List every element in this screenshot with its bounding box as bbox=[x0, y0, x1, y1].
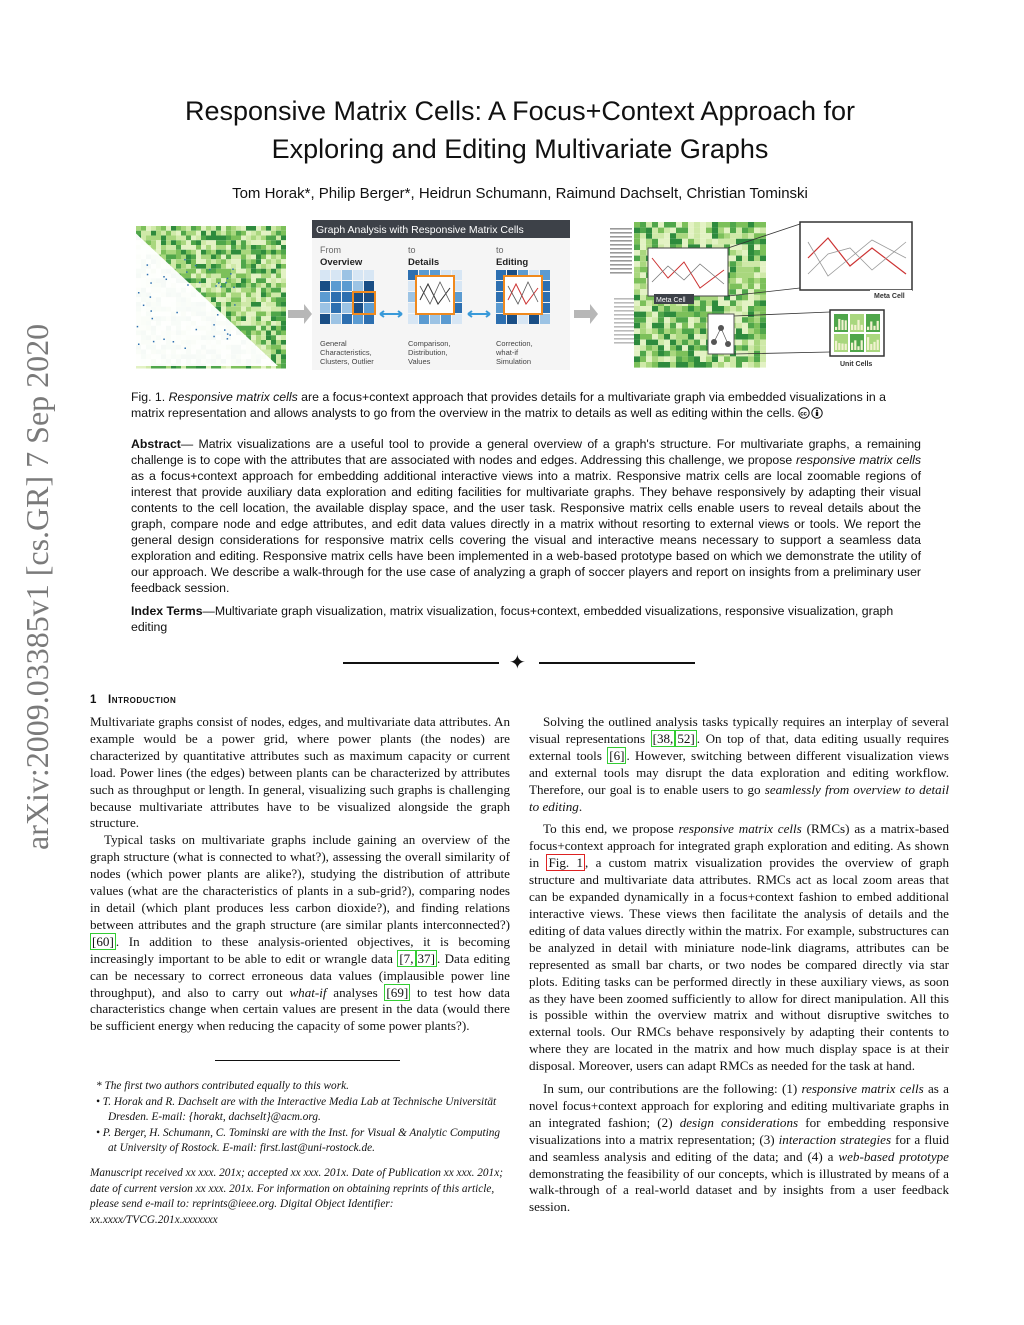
text: . On top of that, data editing usually requires external tools bbox=[529, 730, 949, 763]
text: . bbox=[578, 798, 583, 814]
svg-text:what-if: what-if bbox=[496, 348, 519, 357]
abstract bbox=[131, 436, 921, 596]
caption-emph: Responsive matrix cells bbox=[168, 390, 298, 404]
left-column bbox=[90, 714, 510, 1035]
figure-link[interactable]: Fig. 1 bbox=[548, 855, 584, 871]
arrow-right-icon bbox=[574, 304, 598, 324]
section-heading bbox=[90, 694, 176, 706]
text: for a fluid and seamless analysis and editing of the data; and (4) a bbox=[529, 1131, 949, 1164]
intro-paragraph: Multivariate graphs consist of nodes, edges, and multivariate data attributes. An example would be a power grid, where power plants (the nodes) are characterized by quantitative attributes such as maximum capacity or current load. Power lines (the edges) between plants can be characterized by attributes such as throughput or length. In general, visualizing such graphs is challenging because multivariate attributes have to be visualized alongside the graph structure. bbox=[90, 714, 510, 831]
text: , a custom matrix visualization provides the overview of graph structure and multivariate data attributes. RMCs act as local zoom areas that can be expanded dynamically in a focus+context fashion to embed additional interactive views. These views then facilitate the analysis of details and the editing of data values directly within the matrix. For example, substructures can be analyzed in detail with miniature node-link diagrams, attributes can be represented as small bar charts, or two nodes be compared directly via star plots. Editing tasks can be performed directly in these auxiliary views, as soon as they have been zoomed sufficiently to allow for direct manipulation. All this is possible within the overview matrix and without disruptive switches to external tools. Our RMCs behave responsively by adapting their contents to where they are located in the matrix and how much display space is at their disposal. Moreover, users can adapt RMCs as needed for the task at hand. bbox=[529, 855, 950, 1074]
arrow-right-icon bbox=[288, 304, 312, 324]
title-line-2: Exploring and Editing Multivariate Graphs bbox=[271, 134, 769, 164]
footnote: • T. Horak and R. Dachselt are with the Interactive Media Lab at Technische Universität Dresden. E-mail: {horakt, dachselt}@acm.org. bbox=[96, 1095, 497, 1123]
footnote: * The first two authors contributed equally to this work. bbox=[96, 1080, 349, 1092]
index-terms bbox=[131, 603, 921, 635]
teaser-figure bbox=[128, 218, 914, 376]
figure-caption bbox=[131, 389, 921, 421]
caption-label: Fig. 1. bbox=[131, 390, 166, 404]
overview-matrix bbox=[128, 218, 288, 369]
author-list: Tom Horak*, Philip Berger*, Heidrun Schumann, Raimund Dachselt, Christian Tominski bbox=[232, 185, 808, 202]
text: To this end, we propose bbox=[543, 821, 679, 837]
footnote-rule bbox=[215, 1060, 400, 1061]
text: demonstrating the feasibility of our concepts, which is illustrated by means of a walk-through of a real-world dataset and by insights from a user feedback session. bbox=[529, 1165, 949, 1215]
svg-text:cc: cc bbox=[800, 411, 807, 418]
abstract-text: as a focus+context approach for embedding additional interactive views into a matrix. Responsive matrix cells are local zoomable regions of interest that provide auxiliary data exploration and editing facilities for multivariate graphs. They behave responsively by adapting their visual contents to the cell location, the available display space, and the user task. Responsive matrix cells enable users to reveal details about the graph, compare node and edge attributes, and edit data values directly in a matrix without resorting to external views or tools. We report the general design considerations for responsive matrix cells covering the visual and interactive means necessary to support a seamless data exploration and editing. Responsive matrix cells have been implemented in a web-based prototype based on which we demonstrate the utility of our approach. We describe a walk-through for the use case of analyzing a graph of soccer players and report on insights from a preliminary user feedback session. bbox=[131, 469, 921, 595]
svg-text:Comparison,: Comparison, bbox=[408, 339, 451, 348]
footnote: • P. Berger, H. Schumann, C. Tominski are with the Inst. for Visual & Analytic Computing at University of Rostock. E-mail: first.last@uni-rostock.de. bbox=[96, 1126, 501, 1154]
citation-link[interactable]: [69] bbox=[386, 984, 409, 1000]
svg-text:Distribution,: Distribution, bbox=[408, 348, 448, 357]
svg-text:Details: Details bbox=[408, 257, 440, 268]
emph: web-based prototype bbox=[838, 1148, 949, 1164]
emph: responsive matrix cells bbox=[678, 821, 802, 837]
citation-link[interactable]: [60] bbox=[92, 933, 114, 949]
emph: what-if bbox=[289, 984, 327, 1000]
svg-text:Overview: Overview bbox=[320, 257, 363, 268]
section-number: 1 bbox=[90, 694, 97, 706]
emph: seamlessly from overview to detail to editing bbox=[529, 781, 949, 814]
footnotes bbox=[90, 1079, 510, 1157]
svg-text:Editing: Editing bbox=[496, 257, 529, 268]
abstract-label: Abstract bbox=[131, 437, 181, 451]
detail-matrix bbox=[610, 222, 766, 368]
svg-text:Values: Values bbox=[408, 357, 431, 366]
emph: responsive matrix cells bbox=[801, 1081, 924, 1097]
citation-link[interactable]: [7, bbox=[399, 950, 414, 966]
overview-to-editing-panel bbox=[312, 220, 570, 370]
manuscript-note: Manuscript received xx xxx. 201x; accepted xx xxx. 201x. Date of Publication xx xxx. 201x; date of current version xx xxx. 201x. For information on obtaining reprints of this article, please send e-mail to: reprints@ieee.org. Digital Object Identifier: xx.xxxx/TVCG.201x.xxxxxxx bbox=[90, 1167, 503, 1226]
text: . However, switching between different visualization views and external tools may disrupt the data exploration and editing workflow. Therefore, our goal is to enable users to go bbox=[529, 747, 950, 797]
svg-text:From: From bbox=[320, 245, 341, 255]
text: . Data editing can be necessary to correct erroneous data values (implausible power line throughput), and also to carry out bbox=[90, 950, 510, 1000]
citation-link[interactable]: [38, bbox=[652, 730, 674, 746]
arxiv-stamp: arXiv:2009.03385v1 [cs.GR] 7 Sep 2020 bbox=[19, 323, 55, 850]
svg-text:Simulation: Simulation bbox=[496, 357, 532, 366]
citation-link[interactable]: 37] bbox=[417, 950, 435, 966]
text: for embedding responsive visualizations into a matrix representation; (3) bbox=[529, 1114, 949, 1147]
emph: interaction strategies bbox=[778, 1131, 892, 1147]
index-terms-label: Index Terms bbox=[131, 604, 203, 618]
section-title: Introduction bbox=[108, 694, 177, 706]
text: Solving the outlined analysis tasks typically requires an interplay of several visual representations bbox=[529, 714, 949, 746]
text: . In addition to these analysis-oriented objectives, it is becoming increasingly important to be able to edit or wrangle data bbox=[90, 933, 510, 966]
emph: design considerations bbox=[679, 1114, 799, 1130]
cc-by-icon bbox=[798, 407, 826, 419]
svg-text:Clusters, Outlier: Clusters, Outlier bbox=[320, 357, 374, 366]
text: to test how data characteristics change when certain values are present in the data (would there be sufficient energy when reducing the capacity of some power plants?). bbox=[90, 984, 510, 1034]
svg-text:Correction,: Correction, bbox=[496, 339, 533, 348]
text: analyses bbox=[326, 984, 385, 1000]
divider-star-icon: ✦ bbox=[509, 652, 526, 674]
text: In sum, our contributions are the following: (1) bbox=[543, 1081, 802, 1097]
section-divider bbox=[343, 652, 698, 674]
intro-paragraph bbox=[529, 1081, 949, 1216]
meta-cell-label: Meta Cell bbox=[656, 297, 686, 304]
text: (RMCs) as a matrix-based focus+context approach for integrated graph exploration and editing. As shown in bbox=[529, 821, 949, 871]
intro-paragraph bbox=[529, 714, 949, 815]
svg-text:to: to bbox=[496, 245, 504, 255]
abstract-text: — Matrix visualizations are a useful tool to provide a general overview of a graph's structure. For multivariate graphs, a remaining challenge is to cope with the attributes that are associated with nodes and edges. Addressing this challenge, we propose bbox=[131, 437, 921, 467]
citation-link[interactable]: 52] bbox=[677, 730, 695, 746]
text: as a novel focus+context approach for exploring and editing multivariate graphs in an integrated fashion; (2) bbox=[529, 1081, 949, 1130]
right-column bbox=[529, 714, 949, 1216]
svg-text:to: to bbox=[408, 245, 416, 255]
svg-text:Characteristics,: Characteristics, bbox=[320, 348, 372, 357]
citation-link[interactable]: [6] bbox=[609, 747, 625, 763]
abstract-emph: responsive matrix cells bbox=[796, 453, 922, 467]
unit-cells-label: Unit Cells bbox=[840, 361, 873, 368]
paper-title bbox=[100, 92, 940, 168]
meta-cell-label-right: Meta Cell bbox=[874, 293, 905, 300]
index-terms-text: —Multivariate graph visualization, matrix visualization, focus+context, embedded visualizations, responsive visualization, graph editing bbox=[131, 604, 894, 634]
svg-text:General: General bbox=[320, 339, 347, 348]
text: Typical tasks on multivariate graphs include gaining an overview of the graph structure (what is connected to what?), assessing the overall similarity of nodes (which power plants are alike?), studying the distribution of attribute values (what are the characteristics of plants in a sub-grid?), comparing nodes in detail (which plant produces less carbon dioxide?), and finding relations between attributes and the graph structure (are similar plants interconnected?) bbox=[90, 832, 510, 932]
panel-banner: Graph Analysis with Responsive Matrix Cells bbox=[316, 224, 524, 236]
intro-paragraph bbox=[529, 821, 949, 1075]
intro-paragraph bbox=[90, 832, 510, 1035]
title-line-1: Responsive Matrix Cells: A Focus+Context Approach for bbox=[184, 96, 856, 126]
caption-text: are a focus+context approach that provides details for a multivariate graph via embedded visualizations in a matrix representation and allows analysts to go from the overview in the matrix to details as well as editing within the cells. bbox=[131, 390, 886, 420]
